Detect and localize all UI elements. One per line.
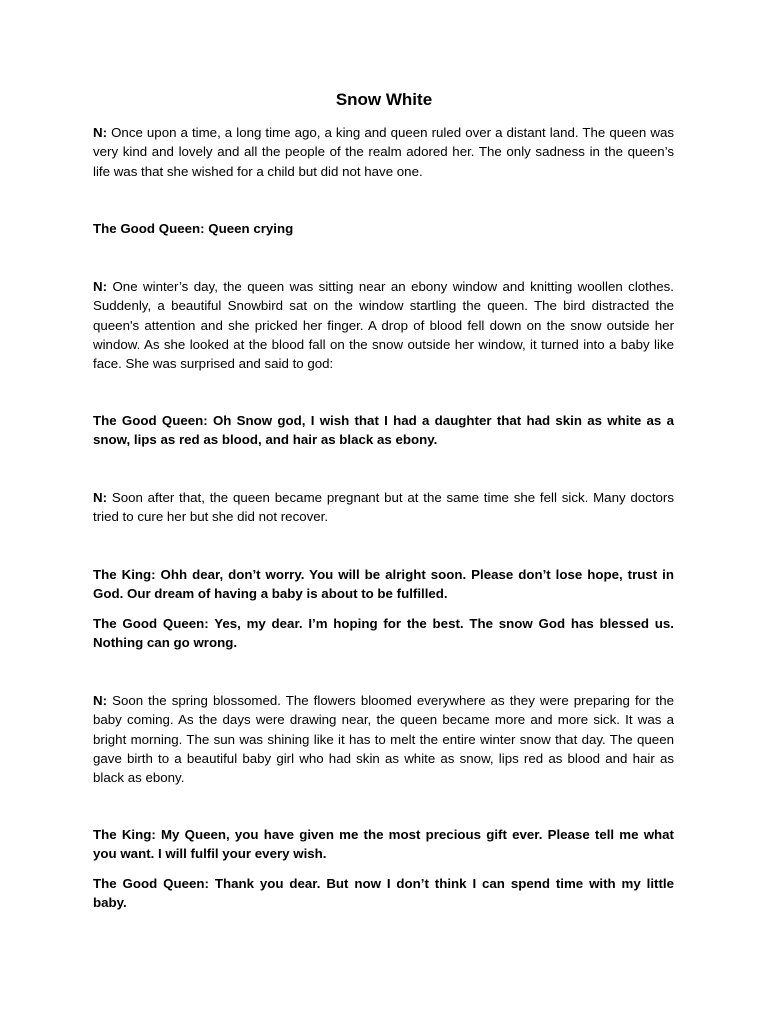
paragraph-text: One winter’s day, the queen was sitting near an ebony window and knitting woollen clothes. Suddenly, a beautiful Snowbird sat on the window startling the queen. The bird distracted the queen's attention and she pricked her finger. A drop of blood fell down on the snow outside her window. As she looked at the blood fall on the snow outside her window, it turned into a baby like face. She was surprised and said to god: bbox=[93, 279, 674, 372]
paragraph-queen-1 bbox=[93, 219, 674, 238]
paragraph-text: Yes, my dear. I’m hoping for the best. The snow God has blessed us. Nothing can go wrong. bbox=[93, 616, 674, 651]
speaker-label: The Good Queen: bbox=[93, 221, 205, 236]
page-title: Snow White bbox=[335, 90, 433, 109]
speaker-label: N: bbox=[93, 693, 108, 708]
paragraph-queen-3 bbox=[93, 614, 674, 653]
paragraph-narrator-4 bbox=[93, 691, 674, 787]
paragraph-text: Soon after that, the queen became pregnant but at the same time she fell sick. Many doctors tried to cure her but she did not recover. bbox=[93, 490, 674, 525]
speaker-label: The King: bbox=[93, 827, 156, 842]
paragraph-text: Ohh dear, don’t worry. You will be alright soon. Please don’t lose hope, trust in God. Our dream of having a baby is about to be fulfilled. bbox=[93, 567, 674, 602]
speaker-label: N: bbox=[93, 279, 108, 294]
paragraph-text: Oh Snow god, I wish that I had a daughter that had skin as white as a snow, lips as red as blood, and hair as black as ebony. bbox=[93, 413, 674, 448]
paragraph-text: Once upon a time, a long time ago, a king and queen ruled over a distant land. The queen was very kind and lovely and all the people of the realm adored her. The only sadness in the queen’s life was that she wished for a child but did not have one. bbox=[93, 125, 674, 179]
paragraph-narrator-2 bbox=[93, 277, 674, 373]
paragraph-queen-4 bbox=[93, 874, 674, 913]
paragraph-queen-2 bbox=[93, 411, 674, 450]
paragraph-king-2 bbox=[93, 825, 674, 864]
paragraph-narrator-3 bbox=[93, 488, 674, 527]
speaker-label: The Good Queen: bbox=[93, 876, 209, 891]
speaker-label: The Good Queen: bbox=[93, 413, 208, 428]
paragraph-text: Queen crying bbox=[208, 221, 294, 236]
paragraph-narrator-1 bbox=[93, 123, 674, 181]
paragraph-text: Thank you dear. But now I don’t think I can spend time with my little baby. bbox=[93, 876, 674, 911]
paragraph-text: My Queen, you have given me the most precious gift ever. Please tell me what you want. I will fulfil your every wish. bbox=[93, 827, 674, 862]
speaker-label: The Good Queen: bbox=[93, 616, 209, 631]
speaker-label: N: bbox=[93, 490, 108, 505]
speaker-label: N: bbox=[93, 125, 108, 140]
paragraph-text: Soon the spring blossomed. The flowers bloomed everywhere as they were preparing for the baby coming. As the days were drawing near, the queen became more and more sick. It was a bright morning. The sun was shining like it has to melt the entire winter snow that day. The queen gave birth to a beautiful baby girl who had skin as white as snow, lips red as blood and hair as black as ebony. bbox=[93, 693, 675, 786]
speaker-label: The King: bbox=[93, 567, 156, 582]
paragraph-king-1 bbox=[93, 565, 674, 604]
